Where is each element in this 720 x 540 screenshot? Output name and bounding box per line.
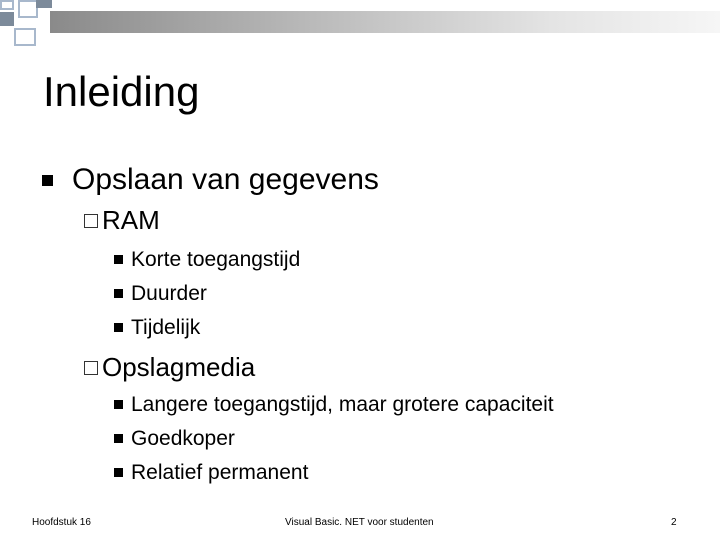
sub-sub-bullet-text: Duurder xyxy=(131,282,207,305)
square-bullet-icon xyxy=(114,289,123,298)
decor-square-filled xyxy=(36,0,52,8)
footer-course-title: Visual Basic. NET voor studenten xyxy=(285,517,434,528)
checkbox-bullet-icon xyxy=(84,361,98,375)
square-bullet-icon xyxy=(42,175,53,186)
sub-sub-bullet-text: Goedkoper xyxy=(131,427,235,450)
sub-sub-bullet-text: Relatief permanent xyxy=(131,461,309,484)
footer-chapter: Hoofdstuk 16 xyxy=(32,517,91,528)
header-decoration xyxy=(0,0,720,46)
decor-square xyxy=(14,28,36,46)
page-number: 2 xyxy=(671,517,677,528)
sub-sub-bullet-text: Langere toegangstijd, maar grotere capaciteit xyxy=(131,393,554,416)
square-bullet-icon xyxy=(114,323,123,332)
checkbox-bullet-icon xyxy=(84,214,98,228)
sub-bullet-item xyxy=(84,205,160,235)
decor-square-filled xyxy=(0,12,14,26)
square-bullet-icon xyxy=(114,434,123,443)
decor-square xyxy=(0,0,14,10)
sub-bullet-text: Opslagmedia xyxy=(102,352,256,382)
square-bullet-icon xyxy=(114,400,123,409)
sub-sub-bullet-text: Tijdelijk xyxy=(131,316,201,339)
bullet-text: Opslaan van gegevens xyxy=(72,163,379,196)
bullet-item xyxy=(42,162,379,198)
decor-square xyxy=(18,0,38,18)
gradient-bar xyxy=(50,11,720,33)
sub-sub-bullet-item xyxy=(114,426,235,452)
sub-bullet-text: RAM xyxy=(102,205,160,235)
sub-bullet-item xyxy=(84,352,255,382)
square-bullet-icon xyxy=(114,468,123,477)
sub-sub-bullet-item xyxy=(114,315,200,341)
sub-sub-bullet-item xyxy=(114,247,300,273)
sub-sub-bullet-text: Korte toegangstijd xyxy=(131,248,301,271)
sub-sub-bullet-item xyxy=(114,392,554,418)
sub-sub-bullet-item xyxy=(114,460,308,486)
square-bullet-icon xyxy=(114,255,123,264)
sub-sub-bullet-item xyxy=(114,281,207,307)
slide-title: Inleiding xyxy=(43,68,200,115)
